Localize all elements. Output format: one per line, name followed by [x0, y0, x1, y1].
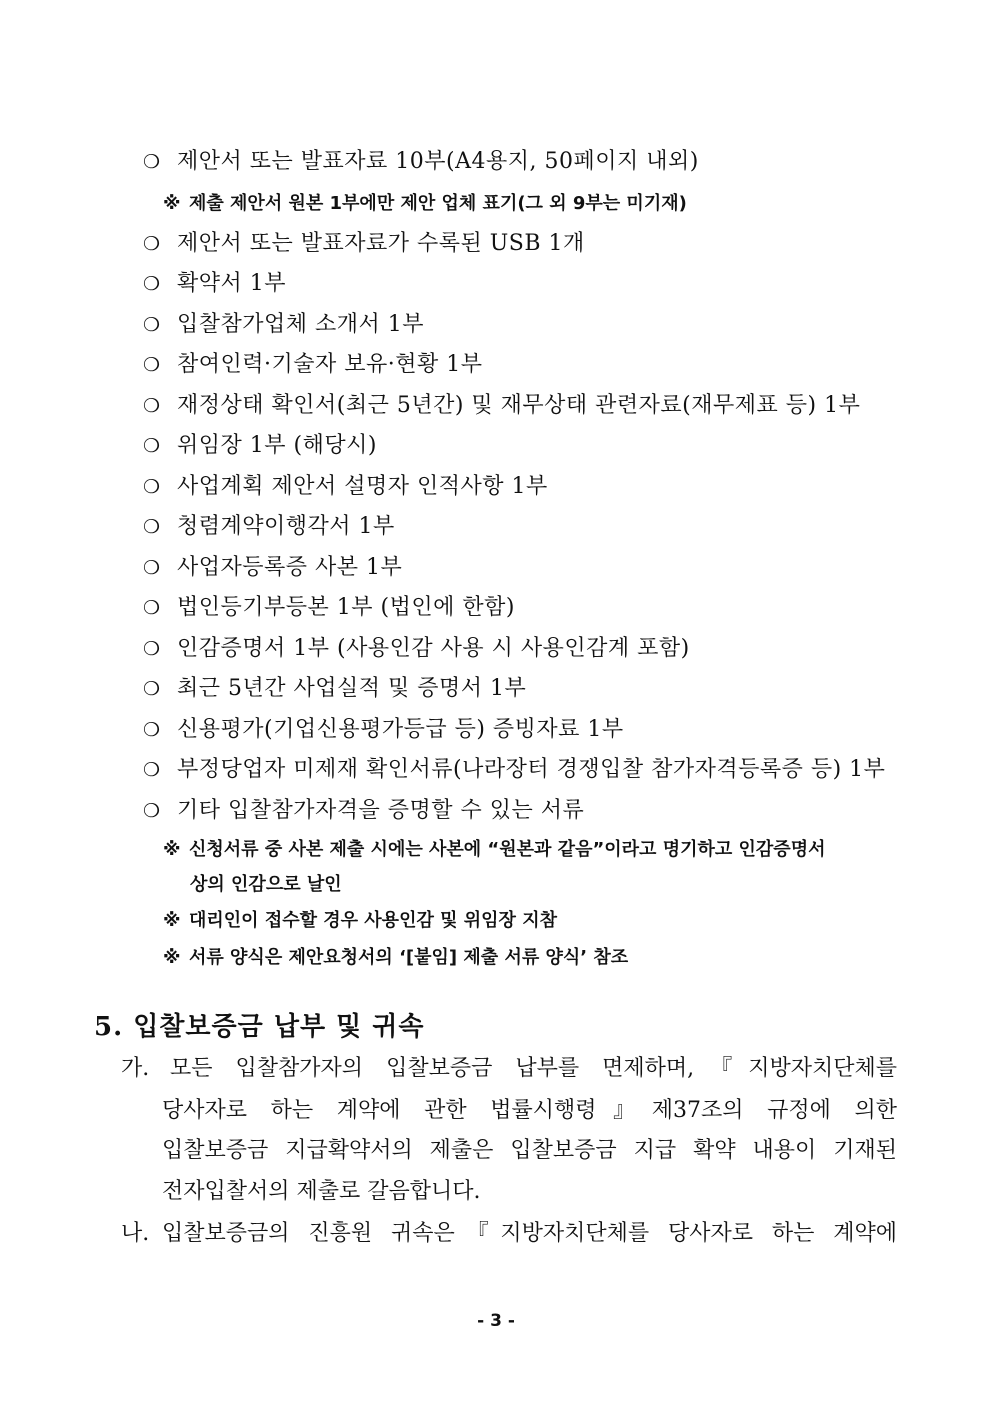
- circle-bullet-icon: ❍: [143, 719, 161, 741]
- paragraph-line: 입찰보증금 지급확약서의 제출은 입찰보증금 지급 확약 내용이 기재된: [162, 1138, 897, 1163]
- reference-mark-icon: ※: [163, 839, 181, 860]
- circle-bullet-icon: ❍: [143, 273, 161, 295]
- circle-bullet-icon: ❍: [143, 435, 161, 457]
- list-item-text: 참여인력·기술자 보유·현황 1부: [177, 352, 483, 377]
- circle-bullet-icon: ❍: [143, 759, 161, 781]
- circle-bullet-icon: ❍: [143, 638, 161, 660]
- list-item-text: 제안서 또는 발표자료가 수록된 USB 1개: [177, 231, 585, 256]
- list-item: [143, 351, 483, 379]
- circle-bullet-icon: ❍: [143, 800, 161, 822]
- list-item: [143, 554, 402, 582]
- paragraph-line: 당사자로 하는 계약에 관한 법률시행령』제37조의 규정에 의한: [162, 1098, 897, 1123]
- note-text: 신청서류 중 사본 제출 시에는 사본에 “원본과 같음”이라고 명기하고 인감증명서: [189, 839, 826, 860]
- list-item: [143, 148, 699, 176]
- note-text: 대리인이 접수할 경우 사용인감 및 위임장 지참: [189, 910, 557, 931]
- list-item-text: 청렴계약이행각서 1부: [177, 514, 395, 539]
- note: [163, 908, 557, 934]
- note: [163, 837, 825, 863]
- list-item-text: 부정당업자 미제재 확인서류(나라장터 경쟁입찰 참가자격등록증 등) 1부: [177, 757, 886, 782]
- circle-bullet-icon: ❍: [143, 314, 161, 336]
- list-item: [143, 473, 548, 501]
- paragraph-line: 모든 입찰참가자의 입찰보증금 납부를 면제하며,『지방자치단체를: [170, 1056, 897, 1081]
- reference-mark-icon: ※: [163, 193, 181, 214]
- circle-bullet-icon: ❍: [143, 395, 161, 417]
- list-item-text: 입찰참가업체 소개서 1부: [177, 312, 425, 337]
- note-continuation: 상의 인감으로 날인: [190, 874, 342, 895]
- page-number: - 3 -: [477, 1311, 515, 1331]
- circle-bullet-icon: ❍: [143, 557, 161, 579]
- list-item-text: 제안서 또는 발표자료 10부(A4용지, 50페이지 내외): [177, 149, 699, 174]
- list-item-text: 재정상태 확인서(최근 5년간) 및 재무상태 관련자료(재무제표 등) 1부: [177, 393, 861, 418]
- circle-bullet-icon: ❍: [143, 476, 161, 498]
- reference-mark-icon: ※: [163, 947, 181, 968]
- list-item-text: 확약서 1부: [177, 271, 286, 296]
- note-text: 서류 양식은 제안요청서의 ‘[붙임] 제출 서류 양식’ 참조: [189, 947, 629, 968]
- paragraph-line: 입찰보증금의 진흥원 귀속은『지방자치단체를 당사자로 하는 계약에: [162, 1221, 897, 1246]
- circle-bullet-icon: ❍: [143, 597, 161, 619]
- list-item: [143, 392, 860, 420]
- list-item: [143, 716, 624, 744]
- section-heading: 5. 입찰보증금 납부 및 귀속: [94, 1012, 425, 1042]
- circle-bullet-icon: ❍: [143, 678, 161, 700]
- circle-bullet-icon: ❍: [143, 151, 161, 173]
- list-item-text: 인감증명서 1부 (사용인감 사용 시 사용인감계 포함): [177, 636, 690, 661]
- paragraph-label: 가.: [121, 1056, 150, 1081]
- list-item: [143, 230, 585, 258]
- list-item-text: 신용평가(기업신용평가등급 등) 증빙자료 1부: [177, 717, 624, 742]
- circle-bullet-icon: ❍: [143, 354, 161, 376]
- reference-mark-icon: ※: [163, 910, 181, 931]
- list-item-text: 위임장 1부 (해당시): [177, 433, 377, 458]
- note: [163, 945, 628, 971]
- list-item: [143, 270, 286, 298]
- circle-bullet-icon: ❍: [143, 233, 161, 255]
- note: [163, 191, 687, 217]
- list-item-text: 기타 입찰참가자격을 증명할 수 있는 서류: [177, 798, 585, 823]
- list-item: [143, 635, 690, 663]
- list-item: [143, 594, 515, 622]
- list-item-text: 사업자등록증 사본 1부: [177, 555, 403, 580]
- list-item: [143, 756, 885, 784]
- paragraph-label: 나.: [121, 1221, 150, 1246]
- list-item: [143, 311, 424, 339]
- list-item-text: 최근 5년간 사업실적 및 증명서 1부: [177, 676, 527, 701]
- list-item: [143, 797, 584, 825]
- list-item-text: 사업계획 제안서 설명자 인적사항 1부: [177, 474, 548, 499]
- list-item: [143, 675, 526, 703]
- list-item-text: 법인등기부등본 1부 (법인에 한함): [177, 595, 515, 620]
- note-text: 제출 제안서 원본 1부에만 제안 업체 표기(그 외 9부는 미기재): [189, 193, 687, 214]
- list-item: [143, 432, 377, 460]
- list-item: [143, 513, 395, 541]
- paragraph-line: 전자입찰서의 제출로 갈음합니다.: [162, 1179, 481, 1204]
- circle-bullet-icon: ❍: [143, 516, 161, 538]
